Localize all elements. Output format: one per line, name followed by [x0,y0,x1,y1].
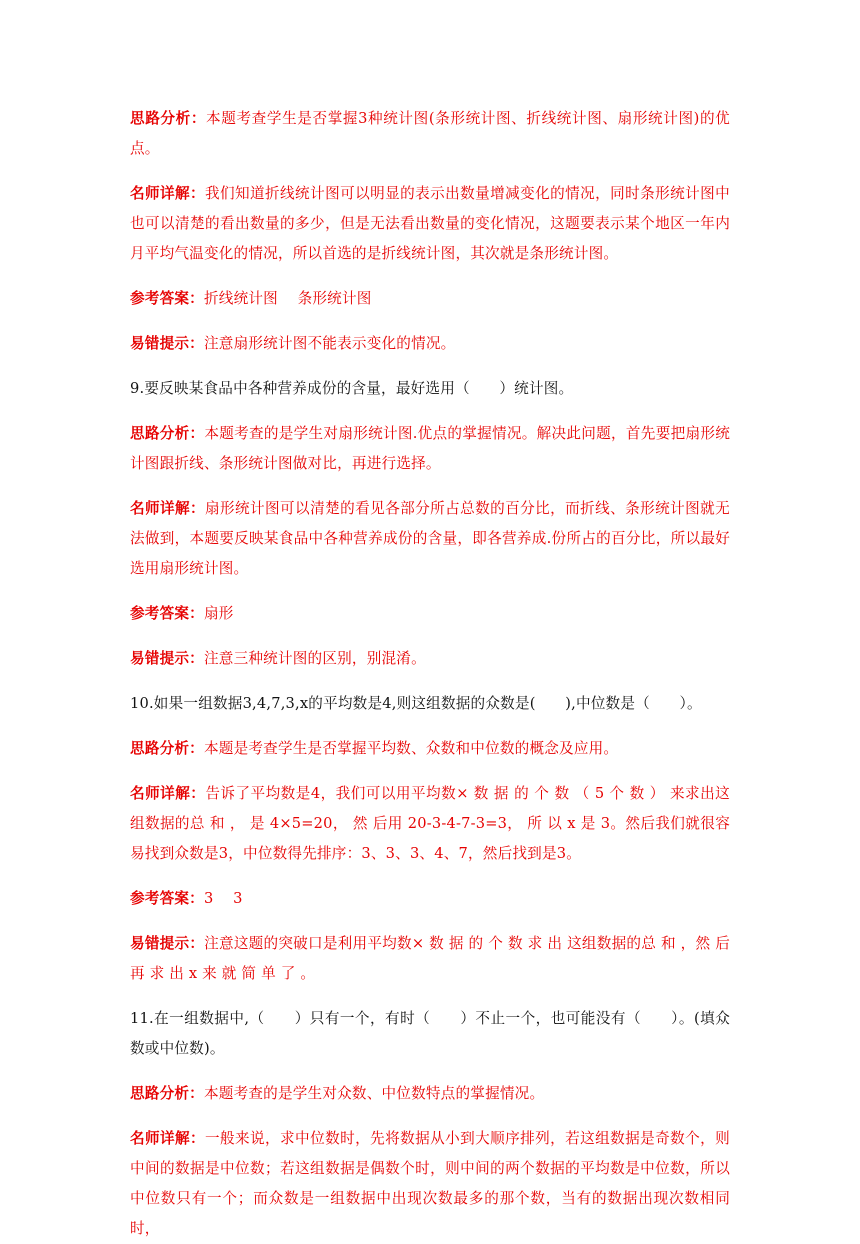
section-label: 易错提示： [130,335,204,352]
answer-paragraph [130,179,730,269]
answer-paragraph [130,329,730,359]
section-label: 参考答案： [130,890,204,907]
paragraph-body: 注意扇形统计图不能表示变化的情况。 [203,335,456,352]
paragraph-body: 一般来说，求中位数时，先将数据从小到大顺序排列，若这组数据是奇数个，则中间的数据是中位数；若这组数据是偶数个时，则中间的两个数据的平均数是中位数，所以中位数只有一个；而众数是一组数据中出现次数最多的那个数，当有的数据出现次数相同时， [130,1130,730,1237]
paragraph-body: 本题考查的是学生对扇形统计图.优点的掌握情况。解决此问题，首先要把扇形统计图跟折线、条形统计图做对比，再进行选择。 [130,425,730,472]
paragraph-body: 注意这题的突破口是利用平均数× 数 据 的 个 数 求 出 这组数据的总 和 ，然 后 再 求 出 x 来 就 简 单 了 。 [130,935,730,982]
paragraph-body: 扇形 [203,605,234,622]
section-label: 思路分析： [130,1085,204,1102]
paragraph-body: 本题考查的是学生对众数、中位数特点的掌握情况。 [203,1085,545,1102]
answer-paragraph [130,494,730,584]
answer-paragraph [130,929,730,989]
section-label: 参考答案： [130,290,204,307]
answer-paragraph [130,1124,730,1244]
paragraph-body: 告诉了平均数是4，我们可以用平均数× 数 据 的 个 数 （ 5 个 数 ） 来求出这组数据的总 和 ， 是 4×5=20， 然 后用 20-3-4-7-3=3， 所 以 x 是 3。然后我们就很容易找到众数是3，中位数得先排序：3、3、3、4、7，然后找到是3。 [130,785,730,862]
section-label: 名师详解： [130,500,206,517]
section-label: 易错提示： [130,935,205,952]
paragraph-body: 本题是考查学生是否掌握平均数、众数和中位数的概念及应用。 [203,740,619,757]
paragraph-body: 注意三种统计图的区别，别混淆。 [203,650,426,667]
document-page [130,104,730,1244]
section-label: 名师详解： [130,785,206,802]
answer-paragraph [130,599,730,629]
section-label: 名师详解： [130,1130,206,1147]
paragraph-body: 我们知道折线统计图可以明显的表示出数量增减变化的情况，同时条形统计图中也可以清楚的看出数量的多少，但是无法看出数量的变化情况，这题要表示某个地区一年内月平均气温变化的情况，所以首选的是折线统计图，其次就是条形统计图。 [130,185,730,262]
answer-paragraph [130,734,730,764]
section-label: 名师详解： [130,185,206,202]
section-label: 思路分析： [130,740,204,757]
section-label: 思路分析： [130,110,207,127]
answer-paragraph [130,104,730,164]
question-text [130,689,730,719]
section-label: 参考答案： [130,605,204,622]
answer-paragraph [130,779,730,869]
question-text [130,374,730,404]
answer-paragraph [130,884,730,914]
paragraph-body: 10.如果一组数据3,4,7,3,x的平均数是4,则这组数据的众数是( ),中位数是（ ）。 [130,695,702,712]
paragraph-body: 3 3 [203,890,243,907]
paragraph-body: 本题考查学生是否掌握3种统计图(条形统计图、折线统计图、扇形统计图)的优点。 [130,110,730,157]
paragraph-body: 扇形统计图可以清楚的看见各部分所占总数的百分比，而折线、条形统计图就无法做到，本题要反映某食品中各种营养成份的含量，即各营养成.份所占的百分比，所以最好选用扇形统计图。 [130,500,730,577]
answer-paragraph [130,419,730,479]
paragraph-body: 9.要反映某食品中各种营养成份的含量，最好选用（ ）统计图。 [130,380,574,397]
answer-paragraph [130,284,730,314]
paragraph-body: 11.在一组数据中,（ ）只有一个，有时（ ）不止一个，也可能没有（ ）。(填众数或中位数)。 [130,1010,730,1057]
question-text [130,1004,730,1064]
section-label: 思路分析： [130,425,205,442]
answer-paragraph [130,1079,730,1109]
paragraph-body: 折线统计图 条形统计图 [203,290,372,307]
answer-paragraph [130,644,730,674]
section-label: 易错提示： [130,650,204,667]
